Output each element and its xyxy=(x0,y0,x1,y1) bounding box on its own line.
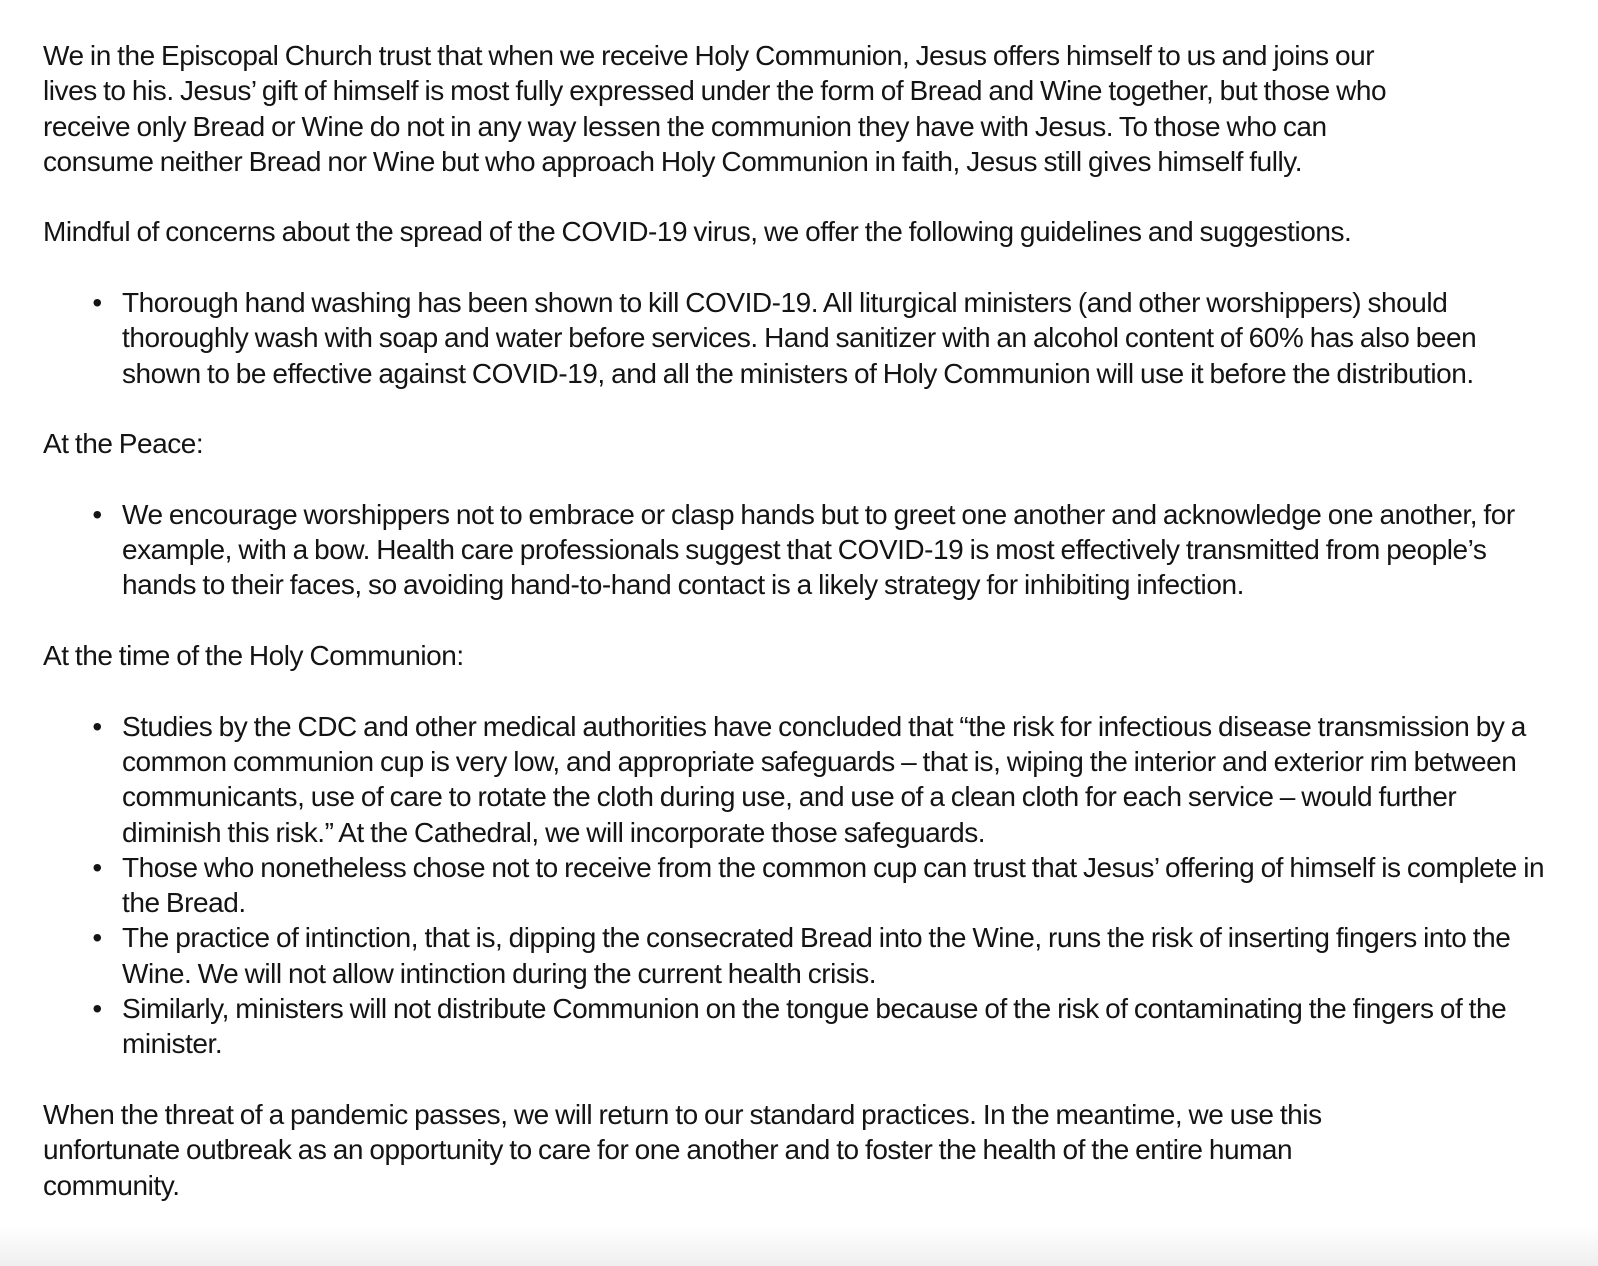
communion-heading: At the time of the Holy Communion: xyxy=(43,640,464,672)
peace-heading: At the Peace: xyxy=(43,428,204,460)
communion-bullet-text: Similarly, ministers will not distribute Communion on the tongue because of the risk of contaminating the fingers of the minister. xyxy=(122,993,1507,1060)
list-item xyxy=(43,709,1553,850)
hygiene-bullet-text: Thorough hand washing has been shown to kill COVID-19. All liturgical ministers (and other worshippers) should thoroughly wash with soap and water before services. Hand sanitizer with an alcohol content of 60% has also been shown to be effective against COVID-19, and all the ministers of Holy Communion will use it before the distribution. xyxy=(122,287,1477,389)
communion-bullet-text: The practice of intinction, that is, dipping the consecrated Bread into the Wine, runs the risk of inserting fingers into the Wine. We will not allow intinction during the current health crisis. xyxy=(122,922,1511,989)
bottom-edge-shadow xyxy=(0,1226,1598,1266)
bullet-dot: • xyxy=(92,710,102,742)
bullet-dot: • xyxy=(92,851,102,883)
bullet-dot: • xyxy=(92,498,102,530)
bullet-dot: • xyxy=(92,287,102,319)
hygiene-bullet-list xyxy=(43,285,1553,391)
communion-bullet-text: Studies by the CDC and other medical authorities have concluded that “the risk for infectious disease transmission by a common communion cup is very low, and appropriate safeguards – that is, wiping the interior and exterior rim between communicants, use of care to rotate the cloth during use, and use of a clean cloth for each service – would further diminish this risk.” At the Cathedral, we will incorporate those safeguards. xyxy=(122,710,1526,848)
closing-paragraph: When the threat of a pandemic passes, we will return to our standard practices. In the meantime, we use this unfortunate outbreak as an opportunity to care for one another and to foster the health of the entire human community. xyxy=(43,1098,1322,1201)
intro-paragraph: We in the Episcopal Church trust that when we receive Holy Communion, Jesus offers himself to us and joins our lives to his. Jesus’ gift of himself is most fully expressed under the form of Bread and Wine together, but those who receive only Bread or Wine do not in any way lessen the communion they have with Jesus. To those who can consume neither Bread nor Wine but who approach Holy Communion in faith, Jesus still gives himself fully. xyxy=(43,40,1387,177)
mindful-paragraph: Mindful of concerns about the spread of the COVID-19 virus, we offer the following guidelines and suggestions. xyxy=(43,216,1352,248)
list-item xyxy=(43,497,1553,603)
document-body xyxy=(43,38,1553,1238)
communion-bullet-text: Those who nonetheless chose not to receive from the common cup can trust that Jesus’ offering of himself is complete in the Bread. xyxy=(122,851,1545,919)
peace-bullet-list xyxy=(43,497,1553,603)
list-item xyxy=(43,991,1553,1062)
bullet-dot: • xyxy=(92,922,102,954)
peace-bullet-text: We encourage worshippers not to embrace or clasp hands but to greet one another and acknowledge one another, for example, with a bow. Health care professionals suggest that COVID-19 is most effectively transmitted from people’s hands to their faces, so avoiding hand-to-hand contact is a likely strategy for inhibiting infection. xyxy=(122,498,1515,601)
communion-bullet-list xyxy=(43,709,1553,1062)
list-item xyxy=(43,850,1553,921)
bullet-dot: • xyxy=(92,993,102,1025)
list-item xyxy=(43,285,1553,391)
list-item xyxy=(43,920,1553,991)
